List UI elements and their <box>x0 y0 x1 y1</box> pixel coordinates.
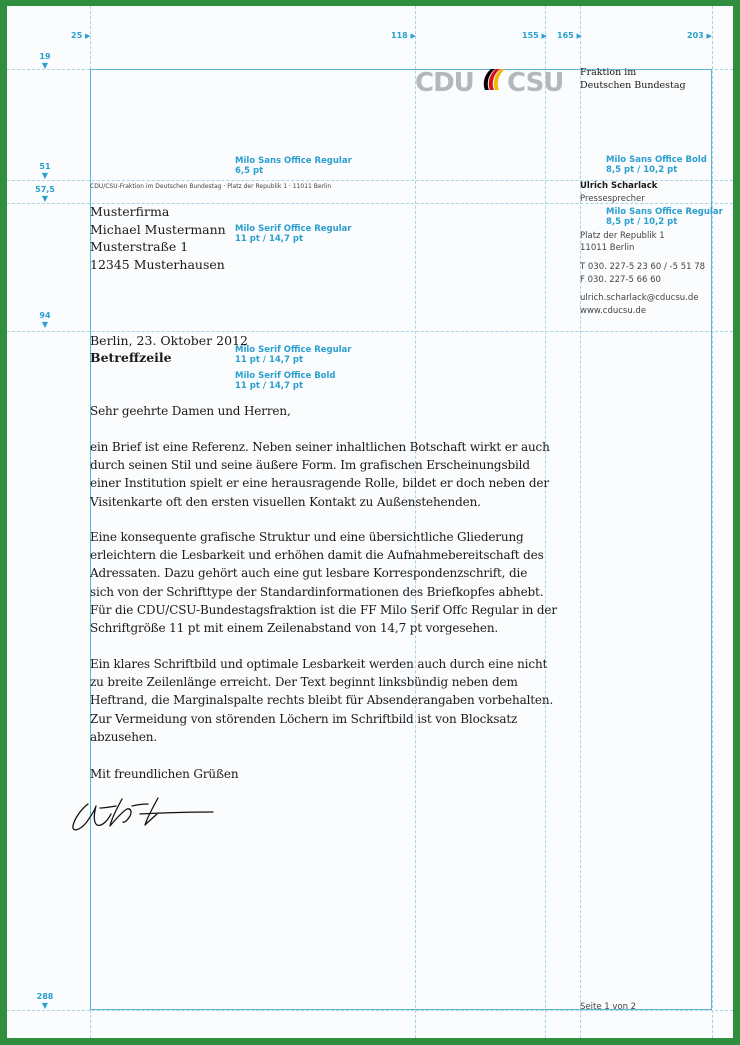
contact-web[interactable]: www.cducsu.de <box>580 306 647 316</box>
svg-text:CDU: CDU <box>415 68 474 94</box>
paragraph-line: Für die CDU/CSU-Bundestagsfraktion ist die FF Milo Serif Offc Regular in der <box>90 602 557 617</box>
paragraph-line: Visitenkarte oft den ersten visuellen Kontakt zu Außenstehenden. <box>90 494 481 509</box>
paragraph-line: einer Institution spielt er eine herausragende Rolle, bildet er doch neben der <box>90 476 549 491</box>
recipient-city: 12345 Musterhausen <box>90 256 225 272</box>
paragraph-line: ein Brief ist eine Referenz. Neben seiner inhaltlichen Botschaft wirkt er auch <box>90 440 550 454</box>
recipient-street: Musterstraße 1 <box>90 239 189 254</box>
ruler-mark-51: 51 ▼ <box>39 162 51 180</box>
spec-name: Milo Sans Office Bold 8,5 pt / 10,2 pt <box>606 155 707 175</box>
contact-street: Platz der Republik 1 <box>580 231 665 241</box>
letter-page <box>7 6 733 1038</box>
ruler-mark-118: 118 ▶ <box>391 31 416 40</box>
paragraph-line: Heftrand, die Marginalspalte rechts bleibt für Absenderangaben vorbehalten. <box>90 693 554 708</box>
paragraph-1 <box>90 438 550 511</box>
spec-contact: Milo Sans Office Regular 8,5 pt / 10,2 pt <box>606 207 723 227</box>
ruler-mark-57-5: 57,5 ▼ <box>35 185 55 203</box>
ruler-mark-94: 94 ▼ <box>39 311 51 329</box>
spec-date: Milo Serif Office Regular 11 pt / 14,7 pt <box>235 345 352 365</box>
paragraph-2 <box>90 528 557 637</box>
spec-sender: Milo Sans Office Regular 6,5 pt <box>235 156 352 176</box>
spec-subject: Milo Serif Office Bold 11 pt / 14,7 pt <box>235 371 336 391</box>
ruler-mark-19: 19 ▼ <box>39 52 51 70</box>
contact-role: Pressesprecher <box>580 194 645 204</box>
paragraph-line: Schriftgröße 11 pt mit einem Zeilenabstand von 14,7 pt vorgesehen. <box>90 621 499 636</box>
spec-address: Milo Serif Office Regular 11 pt / 14,7 pt <box>235 224 352 244</box>
guide-vertical-203 <box>712 6 713 1038</box>
salutation: Sehr geehrte Damen und Herren, <box>90 404 291 418</box>
letter-subject: Betreffzeile <box>90 350 172 365</box>
paragraph-line: erleichtern die Lesbarkeit und erhöhen damit die Aufnahmebereitschaft des <box>90 548 544 563</box>
paragraph-line: Adressaten. Dazu gehört auch eine gut lesbare Korrespondenzschrift, die <box>90 566 528 581</box>
letter-date: Berlin, 23. Oktober 2012 <box>90 333 248 348</box>
ruler-mark-25: 25 ▶ <box>71 31 91 40</box>
paragraph-line: zu breite Zeilenlänge erreicht. Der Text beginnt linksbündig neben dem <box>90 675 518 690</box>
recipient-person: Michael Mustermann <box>90 221 226 237</box>
ruler-mark-165: 165 ▶ <box>557 31 582 40</box>
paragraph-line: Ein klares Schriftbild und optimale Lesbarkeit werden auch durch eine nicht <box>90 657 548 671</box>
contact-fax: F 030. 227-5 66 60 <box>580 275 661 285</box>
fraction-name: Fraktion im Deutschen Bundestag <box>580 67 686 91</box>
paragraph-3 <box>90 655 554 746</box>
sender-return-line: CDU/CSU-Fraktion im Deutschen Bundestag · Platz der Republik 1 · 11011 Berlin <box>90 183 332 190</box>
contact-email[interactable]: ulrich.scharlack@cducsu.de <box>580 293 699 303</box>
paragraph-line: Zur Vermeidung von störenden Löchern im Schriftbild ist von Blocksatz <box>90 711 518 726</box>
contact-phone: T 030. 227-5 23 60 / -5 51 78 <box>580 262 706 272</box>
cdu-csu-logo <box>415 66 572 94</box>
paragraph-line: durch seinen Stil und seine äußere Form. Im grafischen Erscheinungsbild <box>90 458 530 473</box>
ruler-mark-203: 203 ▶ <box>687 31 712 40</box>
handwritten-signature <box>70 796 215 836</box>
page-number: Seite 1 von 2 <box>580 1002 637 1012</box>
ruler-mark-288: 288 ▼ <box>36 992 54 1010</box>
contact-city: 11011 Berlin <box>580 243 635 253</box>
contact-name: Ulrich Scharlack <box>580 181 658 191</box>
recipient-address <box>90 203 226 273</box>
paragraph-line: sich von der Schrifttype der Standardinformationen des Briefkopfes abhebt. <box>90 584 544 599</box>
svg-text:CSU: CSU <box>507 68 564 94</box>
recipient-company: Musterfirma <box>90 204 170 219</box>
ruler-mark-155: 155 ▶ <box>522 31 547 40</box>
closing: Mit freundlichen Grüßen <box>90 767 239 781</box>
paragraph-line: abzusehen. <box>90 729 158 744</box>
paragraph-line: Eine konsequente grafische Struktur und eine übersichtliche Gliederung <box>90 530 524 544</box>
